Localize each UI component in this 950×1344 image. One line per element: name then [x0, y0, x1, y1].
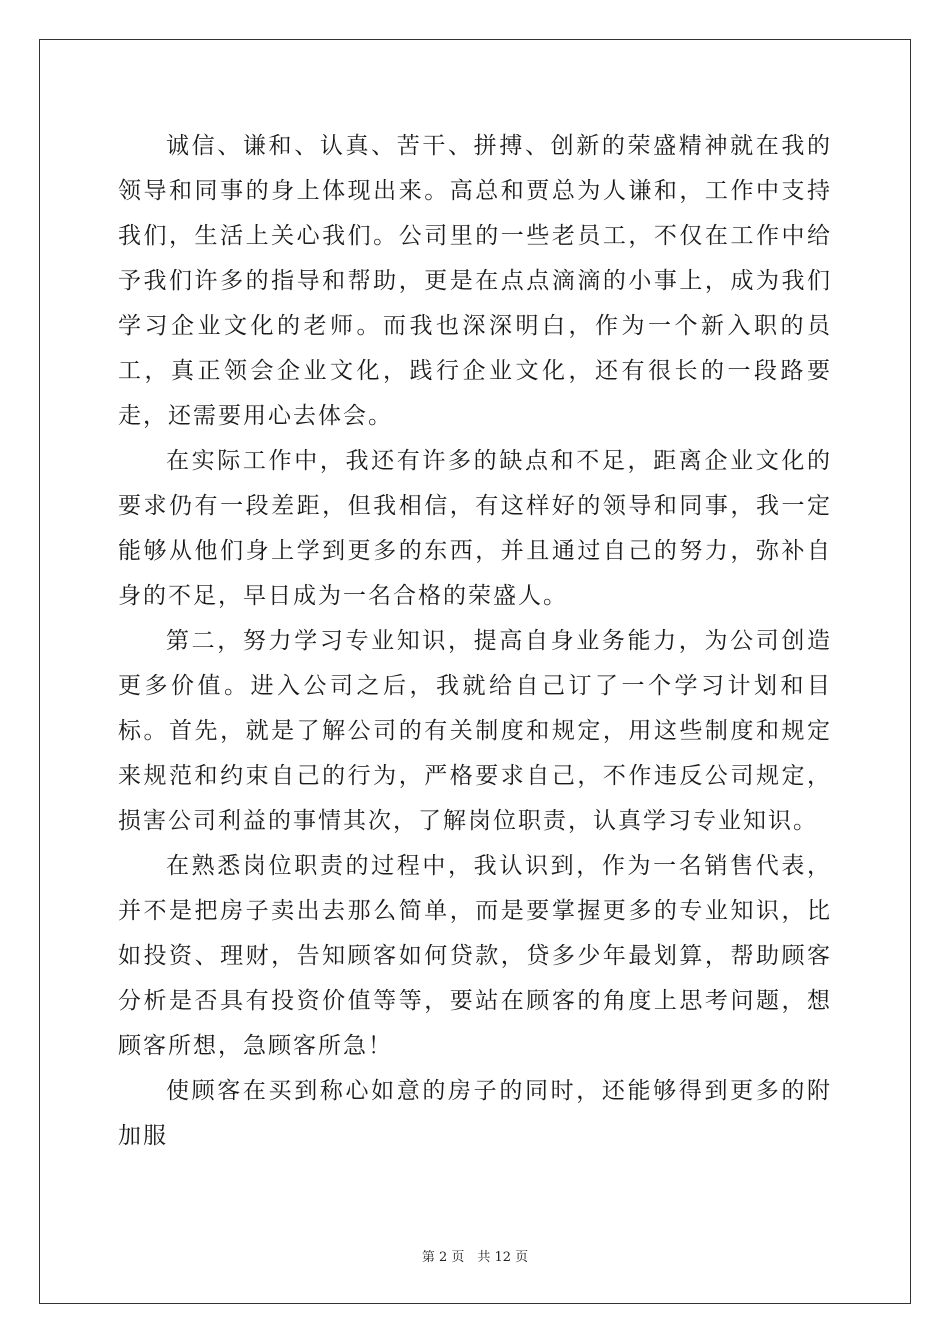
paragraph: 使顾客在买到称心如意的房子的同时，还能够得到更多的附加服 — [118, 1078, 832, 1149]
paragraph: 诚信、谦和、认真、苦干、拼搏、创新的荣盛精神就在我的领导和同事的身上体现出来。高总和贾总为人谦和，工作中支持我们，生活上关心我们。公司里的一些老员工，不仅在工作中给予我们许多的指导和帮助，更是在点点滴滴的小事上，成为我们学习企业文化的老师。而我也深深明白，作为一个新入职的员工，真正领会企业文化，践行企业文化，还有很长的一段路要走，还需要用心去体会。 — [118, 133, 832, 429]
document-body — [118, 124, 832, 1159]
paragraph: 第二，努力学习专业知识，提高自身业务能力，为公司创造更多价值。进入公司之后，我就给自己订了一个学习计划和目标。首先，就是了解公司的有关制度和规定，用这些制度和规定来规范和约束自己的行为，严格要求自己，不作违反公司规定，损害公司利益的事情其次，了解岗位职责，认真学习专业知识。 — [118, 628, 832, 834]
paragraph: 在熟悉岗位职责的过程中，我认识到，作为一名销售代表，并不是把房子卖出去那么简单，而是要掌握更多的专业知识，比如投资、理财，告知顾客如何贷款，贷多少年最划算，帮助顾客分析是否具有投资价值等等，要站在顾客的角度上思考问题，想顾客所想，急顾客所急！ — [118, 853, 832, 1059]
page-number-footer: 第 2 页 共 12 页 — [421, 1250, 529, 1265]
paragraph: 在实际工作中，我还有许多的缺点和不足，距离企业文化的要求仍有一段差距，但我相信，有这样好的领导和同事，我一定能够从他们身上学到更多的东西，并且通过自己的努力，弥补自身的不足，早日成为一名合格的荣盛人。 — [118, 448, 832, 609]
